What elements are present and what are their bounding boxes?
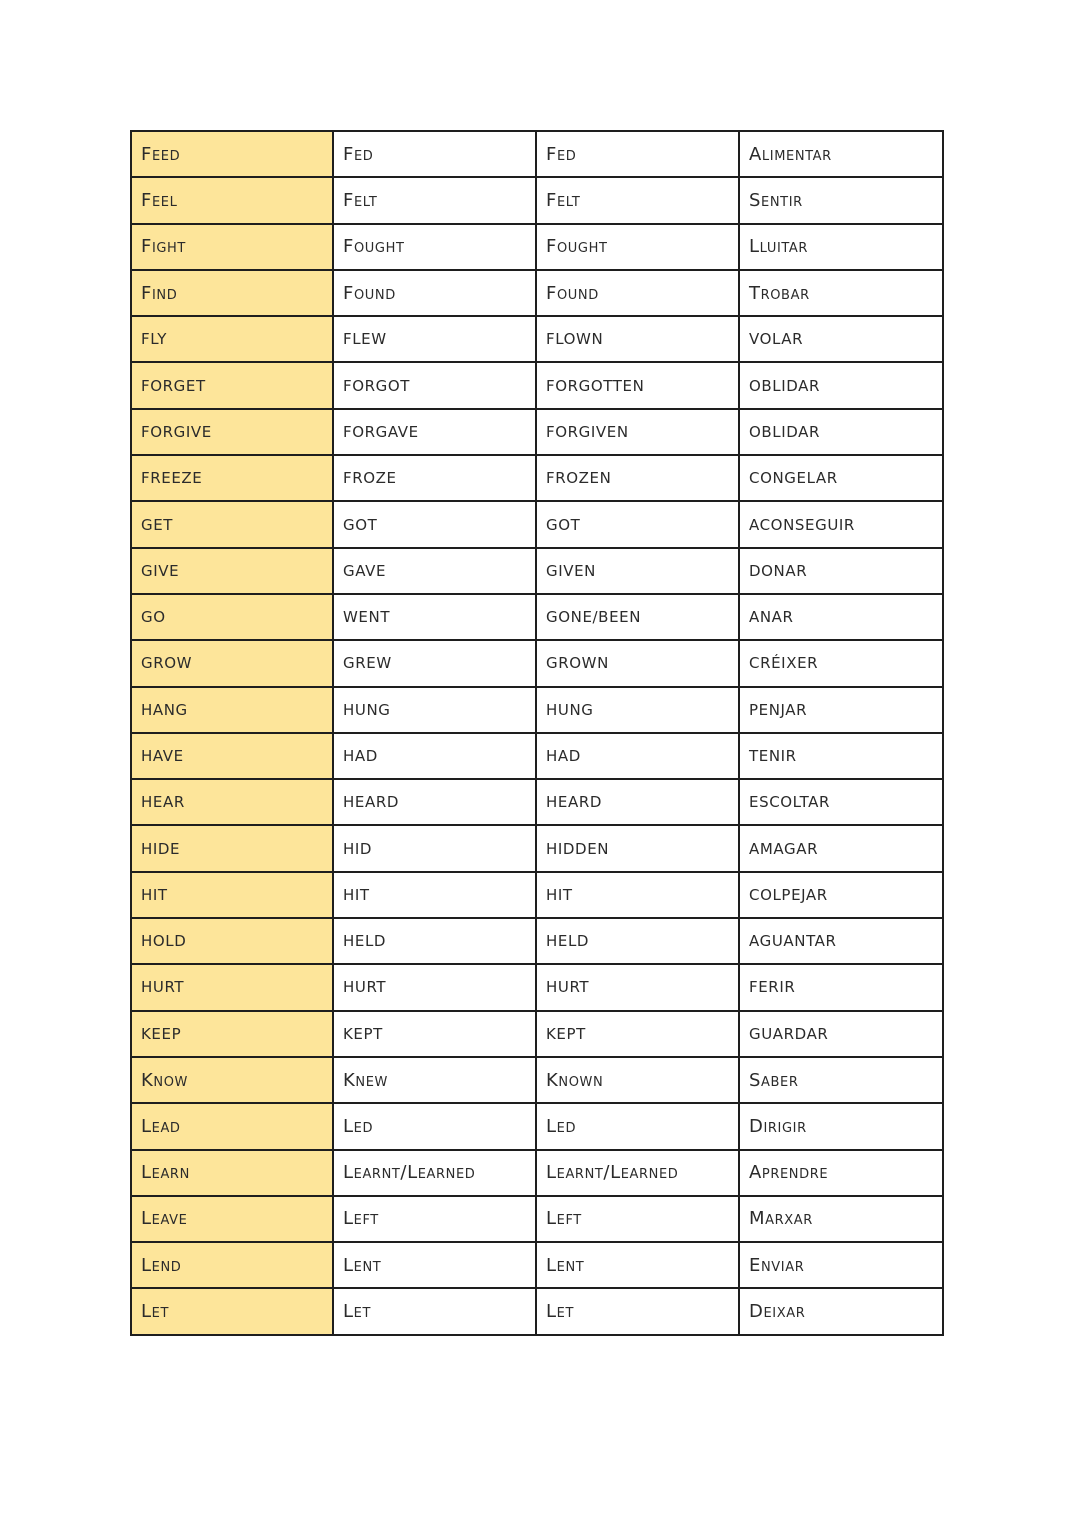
translation-cell: Marxar	[739, 1196, 943, 1242]
translation-cell: Deixar	[739, 1288, 943, 1334]
table-row	[131, 779, 943, 825]
base-form-cell: Know	[131, 1057, 333, 1103]
base-form-cell: FORGET	[131, 362, 333, 408]
translation-cell: Trobar	[739, 270, 943, 316]
base-form-cell: GIVE	[131, 548, 333, 594]
past-participle-cell: HUNG	[536, 687, 739, 733]
past-participle-cell: Led	[536, 1103, 739, 1149]
past-simple-cell: Left	[333, 1196, 536, 1242]
table-row	[131, 1011, 943, 1057]
translation-cell: Aprendre	[739, 1150, 943, 1196]
base-form-cell: HOLD	[131, 918, 333, 964]
past-simple-cell: Let	[333, 1288, 536, 1334]
past-simple-cell: Lent	[333, 1242, 536, 1288]
past-simple-cell: Fought	[333, 224, 536, 270]
past-simple-cell: Felt	[333, 177, 536, 223]
translation-cell: GUARDAR	[739, 1011, 943, 1057]
table-row	[131, 409, 943, 455]
translation-cell: OBLIDAR	[739, 409, 943, 455]
table-row	[131, 362, 943, 408]
table-row	[131, 131, 943, 177]
past-simple-cell: GOT	[333, 501, 536, 547]
translation-cell: FERIR	[739, 964, 943, 1010]
translation-cell: Saber	[739, 1057, 943, 1103]
translation-cell: Lluitar	[739, 224, 943, 270]
translation-cell: Alimentar	[739, 131, 943, 177]
table-row	[131, 733, 943, 779]
translation-cell: CRÉIXER	[739, 640, 943, 686]
base-form-cell: Let	[131, 1288, 333, 1334]
irregular-verbs-table	[130, 130, 944, 1336]
past-participle-cell: GROWN	[536, 640, 739, 686]
base-form-cell: KEEP	[131, 1011, 333, 1057]
base-form-cell: FREEZE	[131, 455, 333, 501]
past-simple-cell: GAVE	[333, 548, 536, 594]
table-row	[131, 270, 943, 316]
past-participle-cell: GOT	[536, 501, 739, 547]
translation-cell: CONGELAR	[739, 455, 943, 501]
past-simple-cell: Found	[333, 270, 536, 316]
table-row	[131, 316, 943, 362]
translation-cell: PENJAR	[739, 687, 943, 733]
past-simple-cell: Led	[333, 1103, 536, 1149]
table-row	[131, 548, 943, 594]
base-form-cell: HEAR	[131, 779, 333, 825]
past-simple-cell: GREW	[333, 640, 536, 686]
past-simple-cell: HURT	[333, 964, 536, 1010]
translation-cell: ANAR	[739, 594, 943, 640]
past-simple-cell: Fed	[333, 131, 536, 177]
base-form-cell: Leave	[131, 1196, 333, 1242]
past-simple-cell: HIT	[333, 872, 536, 918]
past-simple-cell: FROZE	[333, 455, 536, 501]
base-form-cell: FLY	[131, 316, 333, 362]
table-row	[131, 177, 943, 223]
table-row	[131, 687, 943, 733]
past-simple-cell: KEPT	[333, 1011, 536, 1057]
base-form-cell: Fight	[131, 224, 333, 270]
table-row	[131, 1288, 943, 1334]
base-form-cell: FORGIVE	[131, 409, 333, 455]
past-simple-cell: FLEW	[333, 316, 536, 362]
translation-cell: Sentir	[739, 177, 943, 223]
translation-cell: ESCOLTAR	[739, 779, 943, 825]
past-participle-cell: Let	[536, 1288, 739, 1334]
table-row	[131, 640, 943, 686]
past-simple-cell: FORGOT	[333, 362, 536, 408]
past-simple-cell: HELD	[333, 918, 536, 964]
table-row	[131, 964, 943, 1010]
translation-cell: Enviar	[739, 1242, 943, 1288]
past-simple-cell: FORGAVE	[333, 409, 536, 455]
table-row	[131, 1242, 943, 1288]
table-row	[131, 872, 943, 918]
past-simple-cell: HUNG	[333, 687, 536, 733]
base-form-cell: Feel	[131, 177, 333, 223]
past-participle-cell: HURT	[536, 964, 739, 1010]
past-simple-cell: HEARD	[333, 779, 536, 825]
base-form-cell: GROW	[131, 640, 333, 686]
translation-cell: OBLIDAR	[739, 362, 943, 408]
table-row	[131, 1103, 943, 1149]
base-form-cell: HIT	[131, 872, 333, 918]
table-row	[131, 501, 943, 547]
past-participle-cell: FORGIVEN	[536, 409, 739, 455]
past-participle-cell: HIDDEN	[536, 825, 739, 871]
past-simple-cell: WENT	[333, 594, 536, 640]
translation-cell: Dirigir	[739, 1103, 943, 1149]
base-form-cell: HAVE	[131, 733, 333, 779]
translation-cell: DONAR	[739, 548, 943, 594]
past-participle-cell: KEPT	[536, 1011, 739, 1057]
base-form-cell: Lend	[131, 1242, 333, 1288]
past-participle-cell: Found	[536, 270, 739, 316]
past-simple-cell: Knew	[333, 1057, 536, 1103]
past-participle-cell: GONE/BEEN	[536, 594, 739, 640]
translation-cell: COLPEJAR	[739, 872, 943, 918]
past-simple-cell: HAD	[333, 733, 536, 779]
past-simple-cell: HID	[333, 825, 536, 871]
past-participle-cell: Learnt/Learned	[536, 1150, 739, 1196]
past-participle-cell: GIVEN	[536, 548, 739, 594]
base-form-cell: Learn	[131, 1150, 333, 1196]
translation-cell: ACONSEGUIR	[739, 501, 943, 547]
base-form-cell: HANG	[131, 687, 333, 733]
past-participle-cell: Lent	[536, 1242, 739, 1288]
table-body	[131, 131, 943, 1335]
base-form-cell: GET	[131, 501, 333, 547]
past-participle-cell: FLOWN	[536, 316, 739, 362]
past-participle-cell: HAD	[536, 733, 739, 779]
table-row	[131, 594, 943, 640]
past-participle-cell: FORGOTTEN	[536, 362, 739, 408]
past-participle-cell: HIT	[536, 872, 739, 918]
translation-cell: VOLAR	[739, 316, 943, 362]
past-participle-cell: HELD	[536, 918, 739, 964]
translation-cell: AGUANTAR	[739, 918, 943, 964]
base-form-cell: Find	[131, 270, 333, 316]
past-participle-cell: Felt	[536, 177, 739, 223]
base-form-cell: HIDE	[131, 825, 333, 871]
translation-cell: TENIR	[739, 733, 943, 779]
table-row	[131, 918, 943, 964]
past-participle-cell: FROZEN	[536, 455, 739, 501]
base-form-cell: GO	[131, 594, 333, 640]
past-participle-cell: Fed	[536, 131, 739, 177]
table-row	[131, 1150, 943, 1196]
table-row	[131, 455, 943, 501]
table-row	[131, 1057, 943, 1103]
base-form-cell: Feed	[131, 131, 333, 177]
past-participle-cell: Fought	[536, 224, 739, 270]
past-participle-cell: Left	[536, 1196, 739, 1242]
translation-cell: AMAGAR	[739, 825, 943, 871]
past-simple-cell: Learnt/Learned	[333, 1150, 536, 1196]
table-row	[131, 825, 943, 871]
past-participle-cell: HEARD	[536, 779, 739, 825]
base-form-cell: HURT	[131, 964, 333, 1010]
table-row	[131, 224, 943, 270]
table-row	[131, 1196, 943, 1242]
past-participle-cell: Known	[536, 1057, 739, 1103]
base-form-cell: Lead	[131, 1103, 333, 1149]
